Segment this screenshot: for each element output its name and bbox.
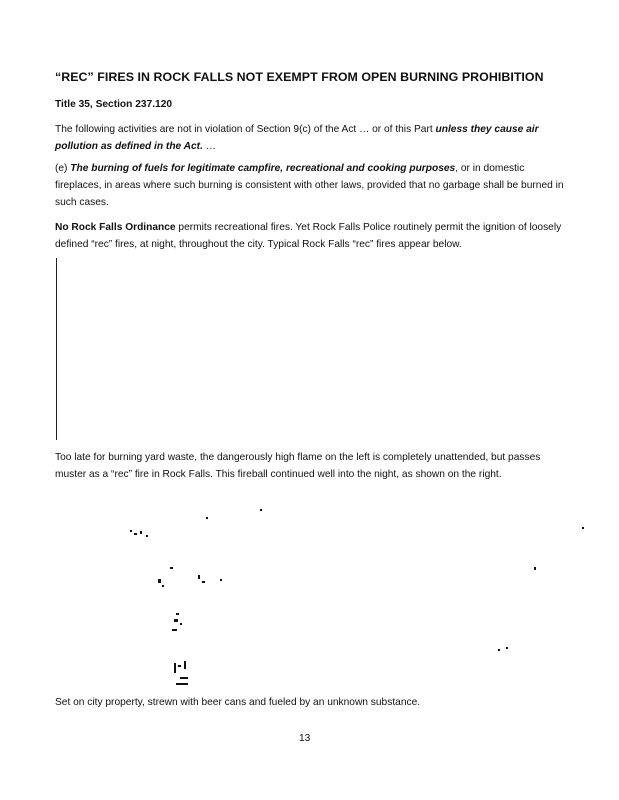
page-number: 13 [299,733,311,744]
photo-caption: Set on city property, strewn with beer cans and fueled by an unknown substance. [55,697,421,708]
intro-text: The following activities are not in violation of Section 9(c) of the Act … or of this Part [55,124,436,135]
exemption-label: (e) [55,163,71,174]
page-title: “REC” FIRES IN ROCK FALLS NOT EXEMPT FROM OPEN BURNING PROHIBITION [55,70,544,84]
intro-ellipsis: … [202,141,216,152]
regulation-exemption-paragraph [55,160,570,211]
regulation-intro-paragraph [55,121,570,155]
ordinance-paragraph [55,219,570,253]
ordinance-text: permits recreational fires. Yet Rock Falls Police routinely permit the ignition of loosely defined “rec” fires, at night, throughout the city. Typical Rock Falls “rec” fires appear below. [55,222,562,250]
exemption-emphasis: The burning of fuels for legitimate campfire, recreational and cooking purposes [70,163,456,174]
fire-photo-pair [57,258,577,440]
section-citation: Title 35, Section 237.120 [55,99,173,110]
intro-emphasis: unless they cause air pollution as defined in the Act. [55,124,539,152]
ordinance-lead: No Rock Falls Ordinance [55,222,176,233]
fire-photo-remnant [110,505,590,695]
photo-description-paragraph: Too late for burning yard waste, the dangerously high flame on the left is completely unattended, but passes muster as a “rec” fire in Rock Falls. This fireball continued well into the night, as shown on the right. [55,452,541,480]
exemption-text: , or in domestic fireplaces, in areas where such burning is consistent with other laws, provided that no garbage shall be burned in such cases. [55,163,564,208]
